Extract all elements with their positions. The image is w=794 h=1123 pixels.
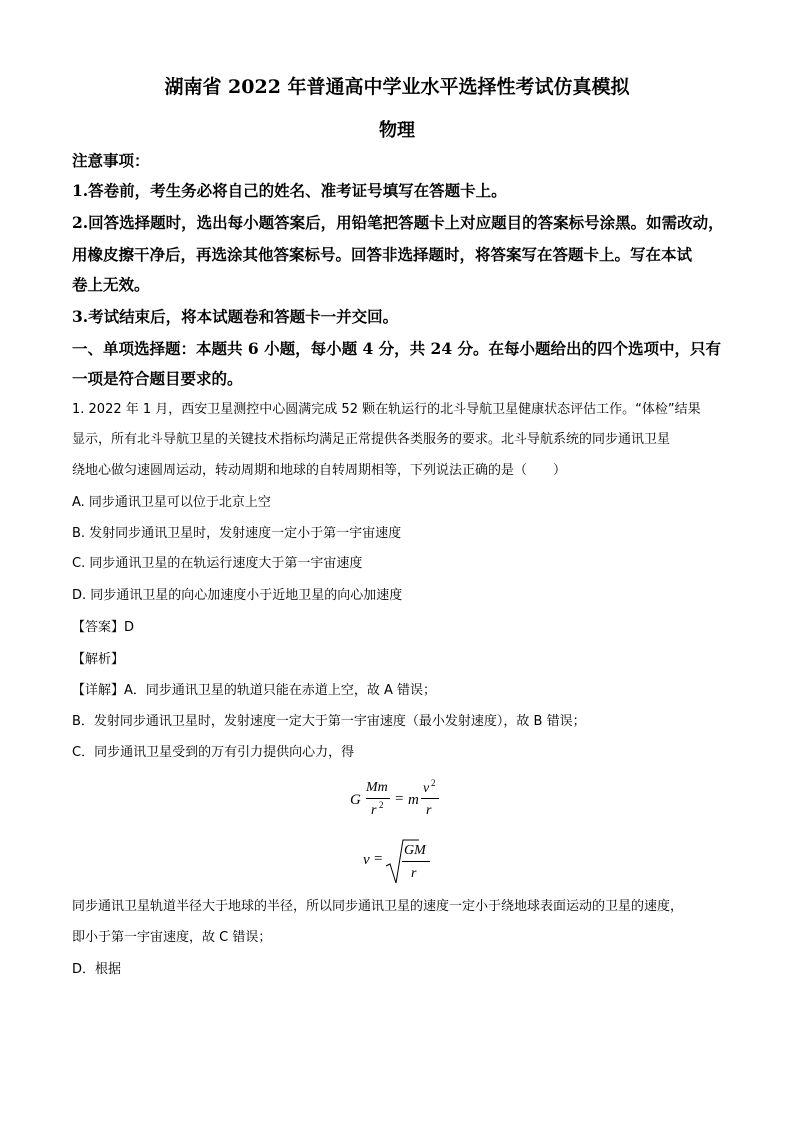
section-heading-line-2: 一项是符合题目要求的。 [72,369,243,388]
notice-item-1: 1.答卷前，考生务必将自己的姓名、准考证号填写在答题卡上。 [72,181,507,200]
notice-item-3: 3.考试结束后，将本试题卷和答题卡一并交回。 [72,307,399,326]
formula-den-exp-left: 2 [379,800,384,810]
formula-num-exp-v: 2 [431,778,436,788]
option-c: C. 同步通讯卫星的在轨运行速度大于第一宇宙速度 [72,556,363,571]
detail-b: B．发射同步通讯卫星时，发射速度一定大于第一宇宙速度（最小发射速度），故 B 错误； [72,714,586,729]
formula-equals: = [395,791,404,807]
question-stem-line-1: 1. 2022 年 1 月，西安卫星测控中心圆满完成 52 颗在轨运行的北斗导航卫星健康状态评估工作。“体检”结果 [72,402,701,417]
formula2-den-r: r [411,866,417,881]
formula-m: m [408,792,419,808]
formula-den-r-left: r [371,803,377,818]
option-d: D. 同步通讯卫星的向心加速度小于近地卫星的向心加速度 [72,588,403,603]
formula-v: v [363,852,370,868]
notice-item-2-line-1: 2.回答选择题时，选出每小题答案后，用铅笔把答题卡上对应题目的答案标号涂黑。如需改动， [72,213,724,232]
formula-G: G [350,792,361,808]
notice-item-2-line-3: 卷上无效。 [72,275,150,294]
question-stem-line-2: 显示，所有北斗导航卫星的关键技术指标均满足正常提供各类服务的要求。北斗导航系统的同步通讯卫星 [72,432,671,447]
fraction-bar-right [421,798,439,799]
formula-den-r-right: r [426,803,432,818]
detail-a: 【详解】A．同步通讯卫星的轨道只能在赤道上空，故 A 错误； [72,683,437,698]
gravity-formula [350,778,450,824]
formula-num-v: v [423,781,430,796]
detail-c: C．同步通讯卫星受到的万有引力提供向心力，得 [72,745,355,760]
notice-item-2-line-2: 用橡皮擦干净后，再选涂其他答案标号。回答非选择题时，将答案写在答题卡上。写在本试 [72,245,693,264]
answer-label: 【答案】D [72,620,135,635]
detail-d: D．根据 [72,962,122,977]
formula-num-Mm: Mm [366,780,388,795]
analysis-label: 【解析】 [72,652,125,667]
fraction-bar-left [366,798,390,799]
velocity-formula [363,838,443,886]
option-b: B. 发射同步通讯卫星时，发射速度一定小于第一宇宙速度 [72,526,402,541]
notice-heading: 注意事项： [72,151,150,170]
section-heading-line-1: 一、单项选择题：本题共 6 小题，每小题 4 分，共 24 分。在每小题给出的四个选项中，只有 [72,339,722,358]
option-a: A. 同步通讯卫星可以位于北京上空 [72,495,271,510]
conclusion-line-1: 同步通讯卫星轨道半径大于地球的半径，所以同步通讯卫星的速度一定小于绕地球表面运动的卫星的速度， [72,899,684,914]
formula2-equals: = [374,851,383,867]
conclusion-line-2: 即小于第一宇宙速度，故 C 错误； [72,930,272,945]
subject-title: 物理 [379,120,415,141]
fraction-bar-sqrt [402,861,430,862]
exam-title: 湖南省 2022 年普通高中学业水平选择性考试仿真模拟 [164,76,630,98]
question-stem-line-3: 绕地心做匀速圆周运动，转动周期和地球的自转周期相等，下列说法正确的是（ ） [72,463,567,478]
formula2-num-GM: GM [404,843,426,858]
